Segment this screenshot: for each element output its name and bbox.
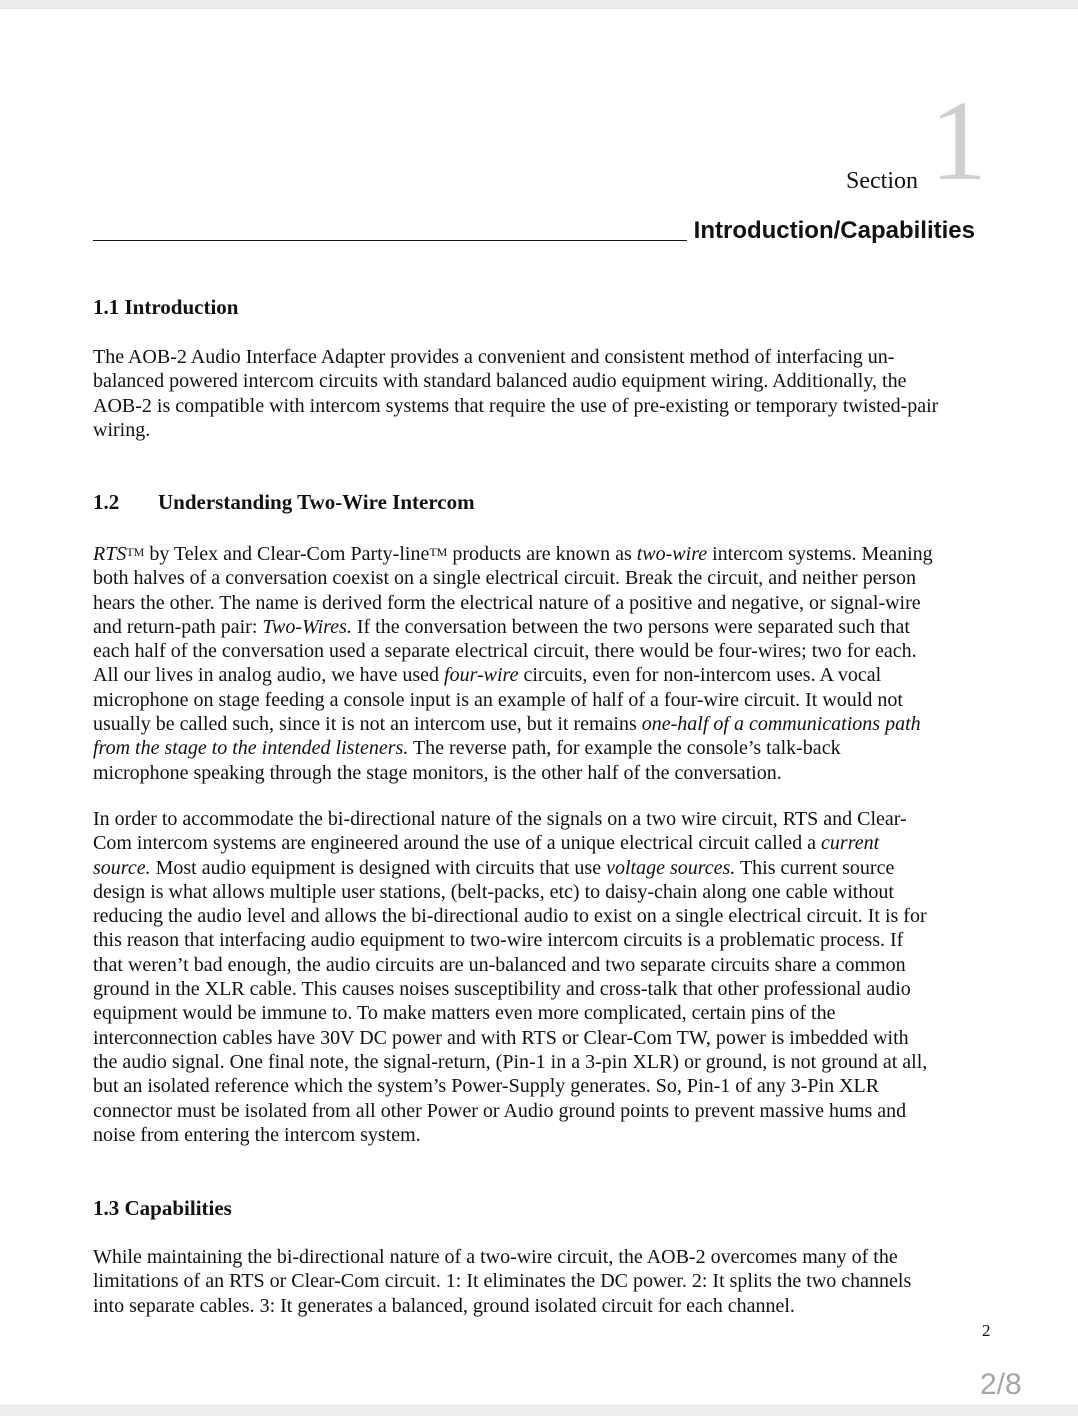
section-number: 1	[930, 77, 987, 204]
viewer-bottom-bar	[0, 1405, 1078, 1416]
heading-title: Understanding Two-Wire Intercom	[158, 490, 475, 514]
text-line	[93, 712, 993, 736]
text-line: ground in the XLR cable. This causes noises susceptibility and cross-talk that other professional audio	[93, 978, 911, 1001]
text-run: products are known as	[447, 543, 637, 565]
text-line: microphone speaking through the stage monitors, is the other half of the conversation.	[93, 761, 782, 784]
heading-capabilities: 1.3 Capabilities	[93, 1196, 232, 1220]
text-run: by Telex and Clear-Com Party-line	[144, 543, 430, 565]
text-run: usually be called such, since it is not an intercom use, but it remains	[93, 713, 642, 736]
chapter-title: Introduction/Capabilities	[693, 217, 975, 244]
text-run: Most audio equipment is designed with circuits that use	[150, 856, 607, 879]
text-line	[93, 663, 993, 687]
text-run: Com intercom systems are engineered around the use of a unique electrical circuit called a	[93, 832, 822, 855]
text-line: While maintaining the bi-directional nature of a two-wire circuit, the AOB-2 overcomes many of the	[93, 1246, 898, 1268]
text-line: balanced powered intercom circuits with standard balanced audio equipment wiring. Additionally, the	[93, 370, 907, 393]
text-line	[93, 615, 993, 639]
paragraph-introduction	[93, 345, 993, 442]
text-run: If the conversation between the two persons were separated such that	[351, 615, 910, 638]
text-run: intercom systems. Meaning	[707, 543, 933, 565]
text-line: wiring.	[93, 418, 151, 441]
text-run: and return-path pair:	[93, 615, 263, 638]
text-line	[93, 736, 993, 760]
text-line: that weren’t bad enough, the audio circuits are un-balanced and two separate circuits share a common	[93, 953, 906, 976]
text-line: design is what allows multiple user stations, (belt-packs, etc) to daisy-chain along one cable without	[93, 880, 894, 903]
emphasis: Two-Wires.	[262, 615, 352, 638]
text-line	[93, 831, 993, 855]
text-run: circuits, even for non-intercom uses. A vocal	[518, 664, 882, 687]
text-line: noise from entering the intercom system.	[93, 1123, 421, 1146]
text-line: equipment would be immune to. To make matters even more complicated, certain pins of the	[93, 1002, 836, 1025]
text-line: into separate cables. 3: It generates a balanced, ground isolated circuit for each channel.	[93, 1294, 795, 1317]
emphasis: from the stage to the intended listeners.	[93, 737, 409, 760]
text-run: All our lives in analog audio, we have used	[93, 664, 445, 687]
text-run: The reverse path, for example the console’s talk-back	[408, 737, 841, 760]
text-line	[93, 856, 993, 880]
text-line: interconnection cables have 30V DC power and with RTS or Clear-Com TW, power is imbedded with	[93, 1026, 909, 1049]
emphasis: voltage sources.	[606, 856, 736, 879]
text-line: limitations of an RTS or Clear-Com circuit. 1: It eliminates the DC power. 2: It splits the two channels	[93, 1270, 912, 1293]
paragraph-two-wire-2	[93, 807, 993, 1147]
heading-two-wire	[93, 490, 475, 515]
text-line: each half of the conversation used a separate electrical circuit, there would be four-wires; two for each.	[93, 640, 917, 663]
viewer-page-indicator: 2/8	[980, 1368, 1022, 1401]
heading-number: 1.2	[93, 490, 120, 514]
section-label: Section	[846, 168, 918, 194]
text-line: the audio signal. One final note, the signal-return, (Pin-1 in a 3-pin XLR) or ground, is not ground at all,	[93, 1050, 928, 1073]
emphasis: two-wire	[636, 543, 708, 565]
text-line: The AOB-2 Audio Interface Adapter provides a convenient and consistent method of interfacing un-	[93, 346, 895, 368]
text-line: microphone on stage feeding a console input is an example of half of a four-wire circuit. It would not	[93, 688, 903, 711]
heading-introduction: 1.1 Introduction	[93, 295, 239, 319]
text-line: hears the other. The name is derived form the electrical nature of a positive and negative, or signal-wire	[93, 591, 921, 614]
emphasis: source.	[93, 856, 151, 879]
text-line: AOB-2 is compatible with intercom systems that require the use of pre-existing or temporary twisted-pair	[93, 394, 939, 417]
viewer-top-bar	[0, 0, 1078, 9]
header-rule	[93, 240, 687, 241]
text-line	[93, 540, 993, 566]
text-line: both halves of a conversation coexist on a single electrical circuit. Break the circuit, and neither person	[93, 567, 917, 590]
text-line: but an isolated reference which the system’s Power-Supply generates. So, Pin-1 of any 3-Pin XLR	[93, 1075, 880, 1098]
trademark-mark: TM	[429, 545, 448, 559]
text-line: this reason that interfacing audio equipment to two-wire intercom circuits is a problematic process. If	[93, 929, 904, 952]
emphasis: current	[821, 832, 880, 855]
text-line: In order to accommodate the bi-directional nature of the signals on a two wire circuit, RTS and Clear-	[93, 808, 907, 830]
rts-brand: RTS	[93, 543, 127, 565]
trademark-mark: TM	[126, 545, 145, 559]
text-line: reducing the audio level and allows the bi-directional audio to exist on a single electrical circuit. It is for	[93, 905, 927, 928]
paragraph-capabilities	[93, 1245, 993, 1318]
emphasis: one-half of a communications path	[641, 713, 921, 736]
paragraph-two-wire-1	[93, 540, 993, 785]
page-number: 2	[982, 1321, 991, 1340]
text-run: This current source	[735, 856, 895, 879]
text-line: connector must be isolated from all other Power or Audio ground points to prevent massive hums and	[93, 1099, 907, 1122]
emphasis: four-wire	[444, 664, 519, 687]
